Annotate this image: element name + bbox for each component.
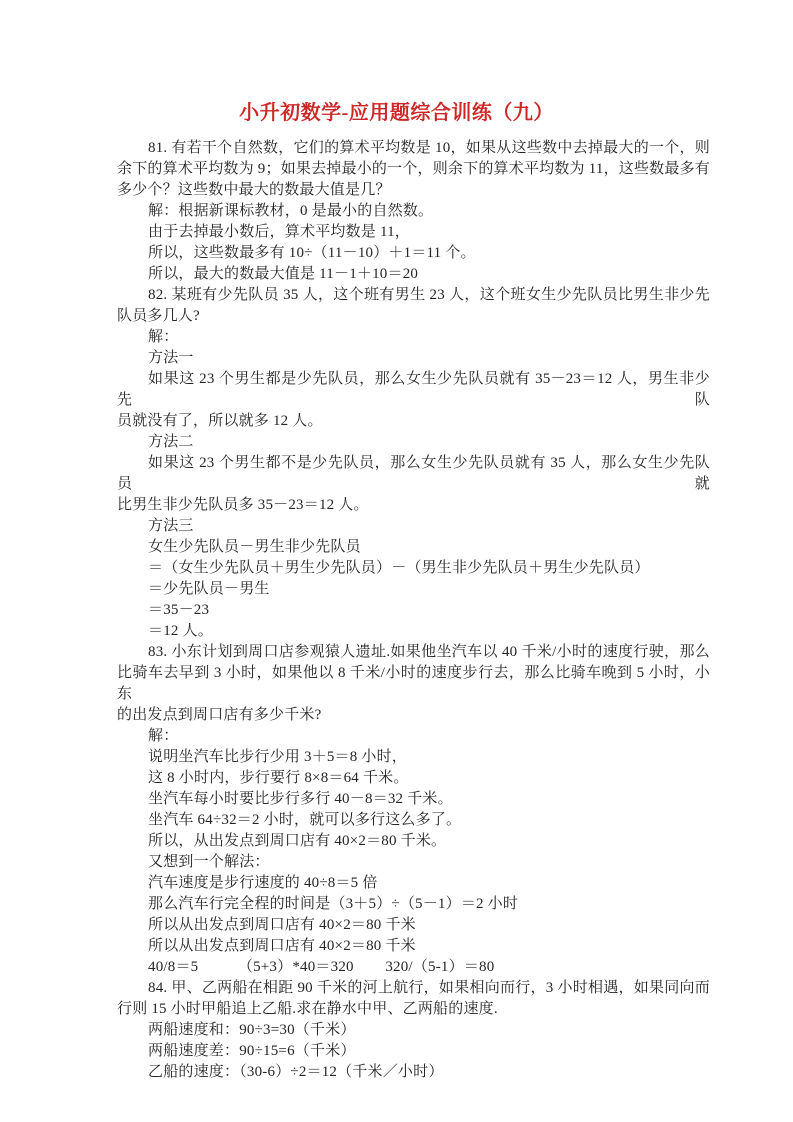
text-line: 40/8＝5 （5+3）*40＝320 320/（5-1）＝80 xyxy=(148,959,495,975)
text-line: 所以从出发点到周口店有 40×2＝80 千米 xyxy=(148,917,416,933)
text-line: 说明坐汽车比步行少用 3＋5＝8 小时， xyxy=(148,749,408,765)
text-line: 女生少先队员－男生非少先队员 xyxy=(148,539,361,555)
text-line: 所以，最大的数最大值是 11－1＋10＝20 xyxy=(148,266,419,282)
text-line: 如果这 23 个男生都是少先队员，那么女生少先队员就有 35－23＝12 人，男生非少先队 xyxy=(117,371,710,408)
text-line: 行则 15 小时甲船追上乙船.求在静水中甲、乙两船的速度. xyxy=(117,1001,498,1017)
text-line: 方法一 xyxy=(148,350,194,366)
text-line: 所以，这些数最多有 10÷（11－10）＋1＝11 个。 xyxy=(148,245,476,261)
text-line: 比骑车去早到 3 小时，如果他以 8 千米/小时的速度步行去，那么比骑车晚到 5 小时，小东 xyxy=(117,665,710,702)
text-line: 方法二 xyxy=(148,434,194,450)
text-line: 83. 小东计划到周口店参观猿人遗址.如果他坐汽车以 40 千米/小时的速度行驶，那么 xyxy=(148,644,710,660)
text-line: 82. 某班有少先队员 35 人，这个班有男生 23 人，这个班女生少先队员比男生非少先 xyxy=(148,287,710,303)
text-line: 解： xyxy=(148,728,179,744)
text-line: 所以从出发点到周口店有 40×2＝80 千米 xyxy=(148,938,416,954)
text-line: 方法三 xyxy=(148,518,194,534)
text-line: 84. 甲、乙两船在相距 90 千米的河上航行，如果相向而行，3 小时相遇，如果同向而 xyxy=(148,980,710,996)
text-line: 解：根据新课标教材，0 是最小的自然数。 xyxy=(148,203,434,219)
text-line: 解： xyxy=(148,329,179,345)
text-line: 所以，从出发点到周口店有 40×2＝80 千米。 xyxy=(148,833,447,849)
text-line: 的出发点到周口店有多少千米? xyxy=(117,707,322,723)
text-line: 又想到一个解法： xyxy=(148,854,270,870)
text-line: 队员多几人? xyxy=(117,308,200,324)
text-line: ＝12 人。 xyxy=(148,623,213,639)
document-body xyxy=(117,138,710,1083)
text-line: 坐汽车 64÷32＝2 小时，就可以多行这么多了。 xyxy=(148,812,462,828)
text-line: 乙船的速度：（30-6）÷2＝12（千米／小时） xyxy=(148,1064,444,1080)
text-line: 那么汽车行完全程的时间是（3＋5）÷（5－1）＝2 小时 xyxy=(148,896,519,912)
text-line: 这 8 小时内，步行要行 8×8＝64 千米。 xyxy=(148,770,409,786)
text-line: 81. 有若干个自然数，它们的算术平均数是 10，如果从这些数中去掉最大的一个，则 xyxy=(148,140,710,156)
text-line: 员就没有了，所以就多 12 人。 xyxy=(117,413,323,429)
text-line: 汽车速度是步行速度的 40÷8＝5 倍 xyxy=(148,875,378,891)
text-line: ＝35－23 xyxy=(148,602,210,618)
text-line: 如果这 23 个男生都不是少先队员，那么女生少先队员就有 35 人，那么女生少先队员就 xyxy=(117,455,710,492)
text-line: 多少个？这些数中最大的数最大值是几？ xyxy=(117,182,391,198)
text-line: ＝（女生少先队员＋男生少先队员）－（男生非少先队员＋男生少先队员） xyxy=(148,560,650,576)
text-line: 比男生非少先队员多 35－23＝12 人。 xyxy=(117,497,369,513)
text-line: 两船速度和：90÷3=30（千米） xyxy=(148,1022,356,1038)
text-line: 余下的算术平均数为 9；如果去掉最小的一个，则余下的算术平均数为 11，这些数最多有 xyxy=(117,161,710,177)
document-title: 小升初数学-应用题综合训练（九） xyxy=(239,102,554,124)
text-line: 两船速度差：90÷15=6（千米） xyxy=(148,1043,356,1059)
text-line: 坐汽车每小时要比步行多行 40－8＝32 千米。 xyxy=(148,791,453,807)
text-line: 由于去掉最小数后，算术平均数是 11， xyxy=(148,224,410,240)
text-line: ＝少先队员－男生 xyxy=(148,581,270,597)
